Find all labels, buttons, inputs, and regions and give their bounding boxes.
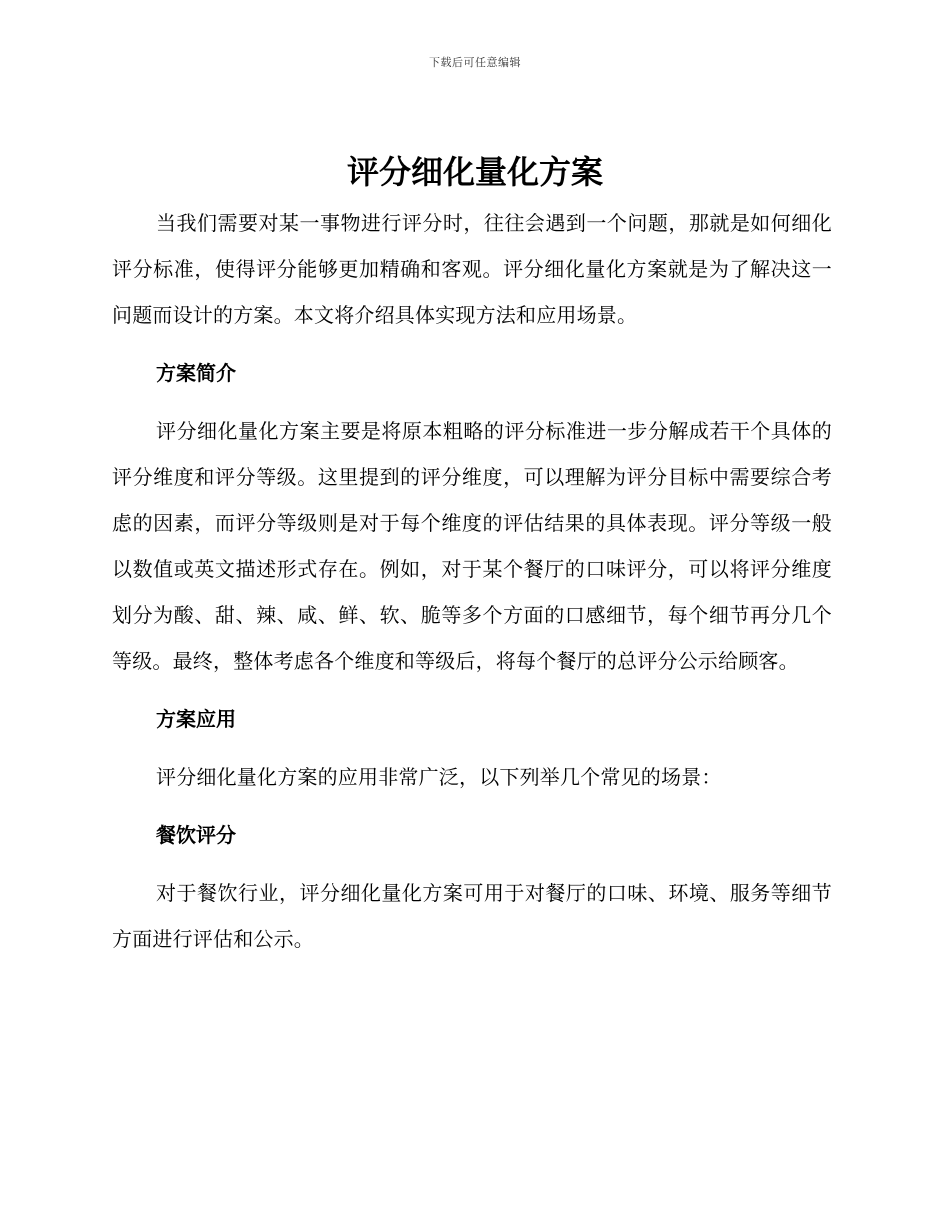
section-heading-application: 方案应用 <box>156 707 236 731</box>
section-paragraph-overview: 评分细化量化方案主要是将原本粗略的评分标准进一步分解成若干个具体的评分维度和评分等级。这里提到的评分维度，可以理解为评分目标中需要综合考虑的因素，而评分等级则是对于每个维度的评估结果的具体表现。评分等级一般以数值或英文描述形式存在。例如，对于某个餐厅的口味评分，可以将评分维度划分为酸、甜、辣、咸、鲜、软、脆等多个方面的口感细节，每个细节再分几个等级。最终，整体考虑各个维度和等级后，将每个餐厅的总评分公示给顾客。 <box>112 419 832 673</box>
section-heading-dining: 餐饮评分 <box>156 823 236 847</box>
document-body <box>112 200 832 962</box>
section-heading-overview: 方案简介 <box>156 361 236 385</box>
section-paragraph-dining: 对于餐饮行业，评分细化量化方案可用于对餐厅的口味、环境、服务等细节方面进行评估和公示。 <box>112 881 832 951</box>
section-paragraph-application: 评分细化量化方案的应用非常广泛，以下列举几个常见的场景： <box>156 765 722 789</box>
intro-paragraph: 当我们需要对某一事物进行评分时，往往会遇到一个问题，那就是如何细化评分标准，使得评分能够更加精确和客观。评分细化量化方案就是为了解决这一问题而设计的方案。本文将介绍具体实现方法和应用场景。 <box>112 211 832 327</box>
header-note: 下载后可任意编辑 <box>429 56 521 69</box>
document-title: 评分细化量化方案 <box>346 153 603 191</box>
